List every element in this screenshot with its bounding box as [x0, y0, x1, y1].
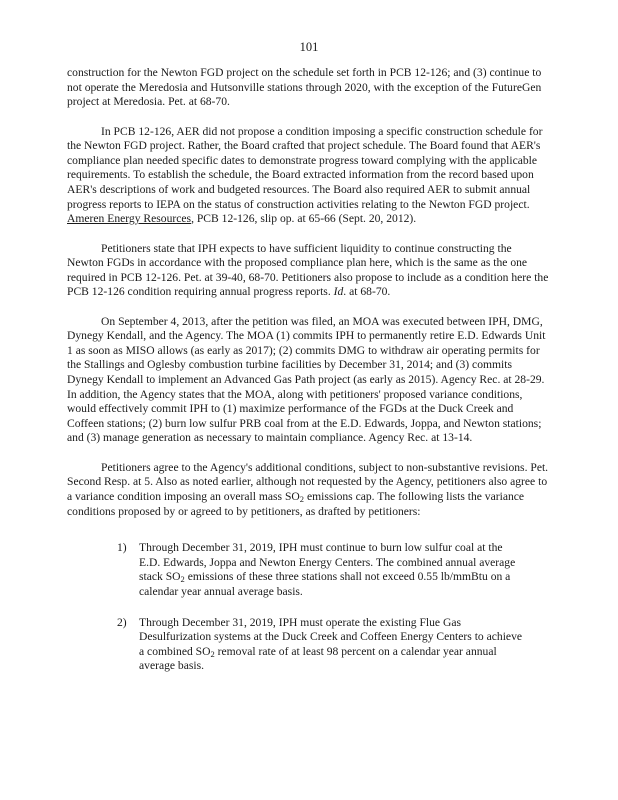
paragraph-text: emissions cap. The following lists the variance conditions proposed by or agreed to by petitioners, as drafted by petitioners: [67, 490, 525, 518]
subscript: 2 [299, 494, 305, 505]
list-item-text: Through December 31, 2019, IPH must operate the existing Flue Gas Desulfurization systems at the Duck Creek and Coffeen Energy Centers to achieve a combined SO [139, 615, 523, 658]
paragraph-agreed-conditions [67, 461, 551, 519]
case-citation: Ameren Energy Resources [67, 212, 192, 226]
paragraph-text: Petitioners agree to the Agency's additional conditions, subject to non-substantive revisions. Pet. Second Resp. at 5. Also as noted earlier, although not requested by the Agency, petitioners also agree to a variance condition imposing an overall mass SO [67, 460, 549, 504]
paragraph-text: , PCB 12-126, slip op. at 65-66 (Sept. 20, 2012). [191, 212, 417, 226]
paragraph-text: On September 4, 2013, after the petition was filed, an MOA was executed between IPH, DMG, Dynegy Kendall, and the Agency. The MOA (1) commits IPH to permanently retire E.D. Edwards Unit 1 as soon as MISO allows (as early as 2017); (2) commits DMG to withdraw air operating permits for the Stallings and Oglesby combustion turbine facilities by December 31, 2014; and (3) commits Dynegy Kendall to implement an Advanced Gas Path project (as early as 2015). Agency Rec. at 28-29. In addition, the Agency states that the MOA, along with petitioners' proposed variance conditions, would effectively commit IPH to (1) maximize performance of the FGDs at the Duck Creek and Coffeen stations; (2) burn low sulfur PRB coal from at the E.D. Edwards, Joppa, and Newton stations; and (3) manage generation as necessary to maintain compliance. Agency Rec. at 13-14. [67, 314, 546, 445]
subscript: 2 [180, 574, 185, 585]
list-item-number: 1) [117, 541, 127, 555]
paragraph-continuation [67, 66, 551, 110]
paragraph-pcb-12-126 [67, 125, 551, 227]
paragraph-text: In PCB 12-126, AER did not propose a condition imposing a specific construction schedule for the Newton FGD project. Rather, the Board crafted that project schedule. The Board found that AER's compliance plan needed specific dates to demonstrate progress toward complying with the applicable requirements. To establish the schedule, the Board extracted information from the record based upon AER's descriptions of work and budgeted resources. The Board also required AER to submit annual progress reports to IEPA on the status of construction activities relating to the Newton FGD project. [67, 124, 543, 211]
paragraph-text: . at 68-70. [343, 285, 391, 299]
paragraph-liquidity [67, 242, 551, 300]
page-number: 101 [299, 40, 319, 54]
list-item [117, 541, 525, 599]
paragraph-text: construction for the Newton FGD project on the schedule set forth in PCB 12-126; and (3) continue to not operate the Meredosia and Hutsonville stations through 2020, with the exception of the FutureGen project at Meredosia. Pet. at 68-70. [67, 66, 542, 109]
paragraph-moa [67, 315, 551, 446]
variance-conditions-list [67, 541, 551, 674]
list-item-text: emissions of these three stations shall not exceed 0.55 lb/mmBtu on a calendar year annual average basis. [139, 570, 511, 598]
list-item-text: Through December 31, 2019, IPH must continue to burn low sulfur coal at the E.D. Edwards, Joppa and Newton Energy Centers. The combined annual average stack SO [139, 541, 516, 584]
document-body [67, 66, 551, 690]
list-item-number: 2) [117, 615, 127, 629]
id-citation: Id [333, 285, 344, 299]
subscript: 2 [210, 648, 215, 659]
list-item [117, 615, 525, 674]
paragraph-text: Petitioners state that IPH expects to have sufficient liquidity to continue constructing the Newton FGDs in accordance with the proposed compliance plan here, which is the same as the one required in PCB 12-126. Pet. at 39-40, 68-70. Petitioners also propose to include as a condition here the PCB 12-126 condition requiring annual progress reports. [67, 241, 549, 299]
list-item-text: removal rate of at least 98 percent on a calendar year annual average basis. [139, 644, 497, 673]
